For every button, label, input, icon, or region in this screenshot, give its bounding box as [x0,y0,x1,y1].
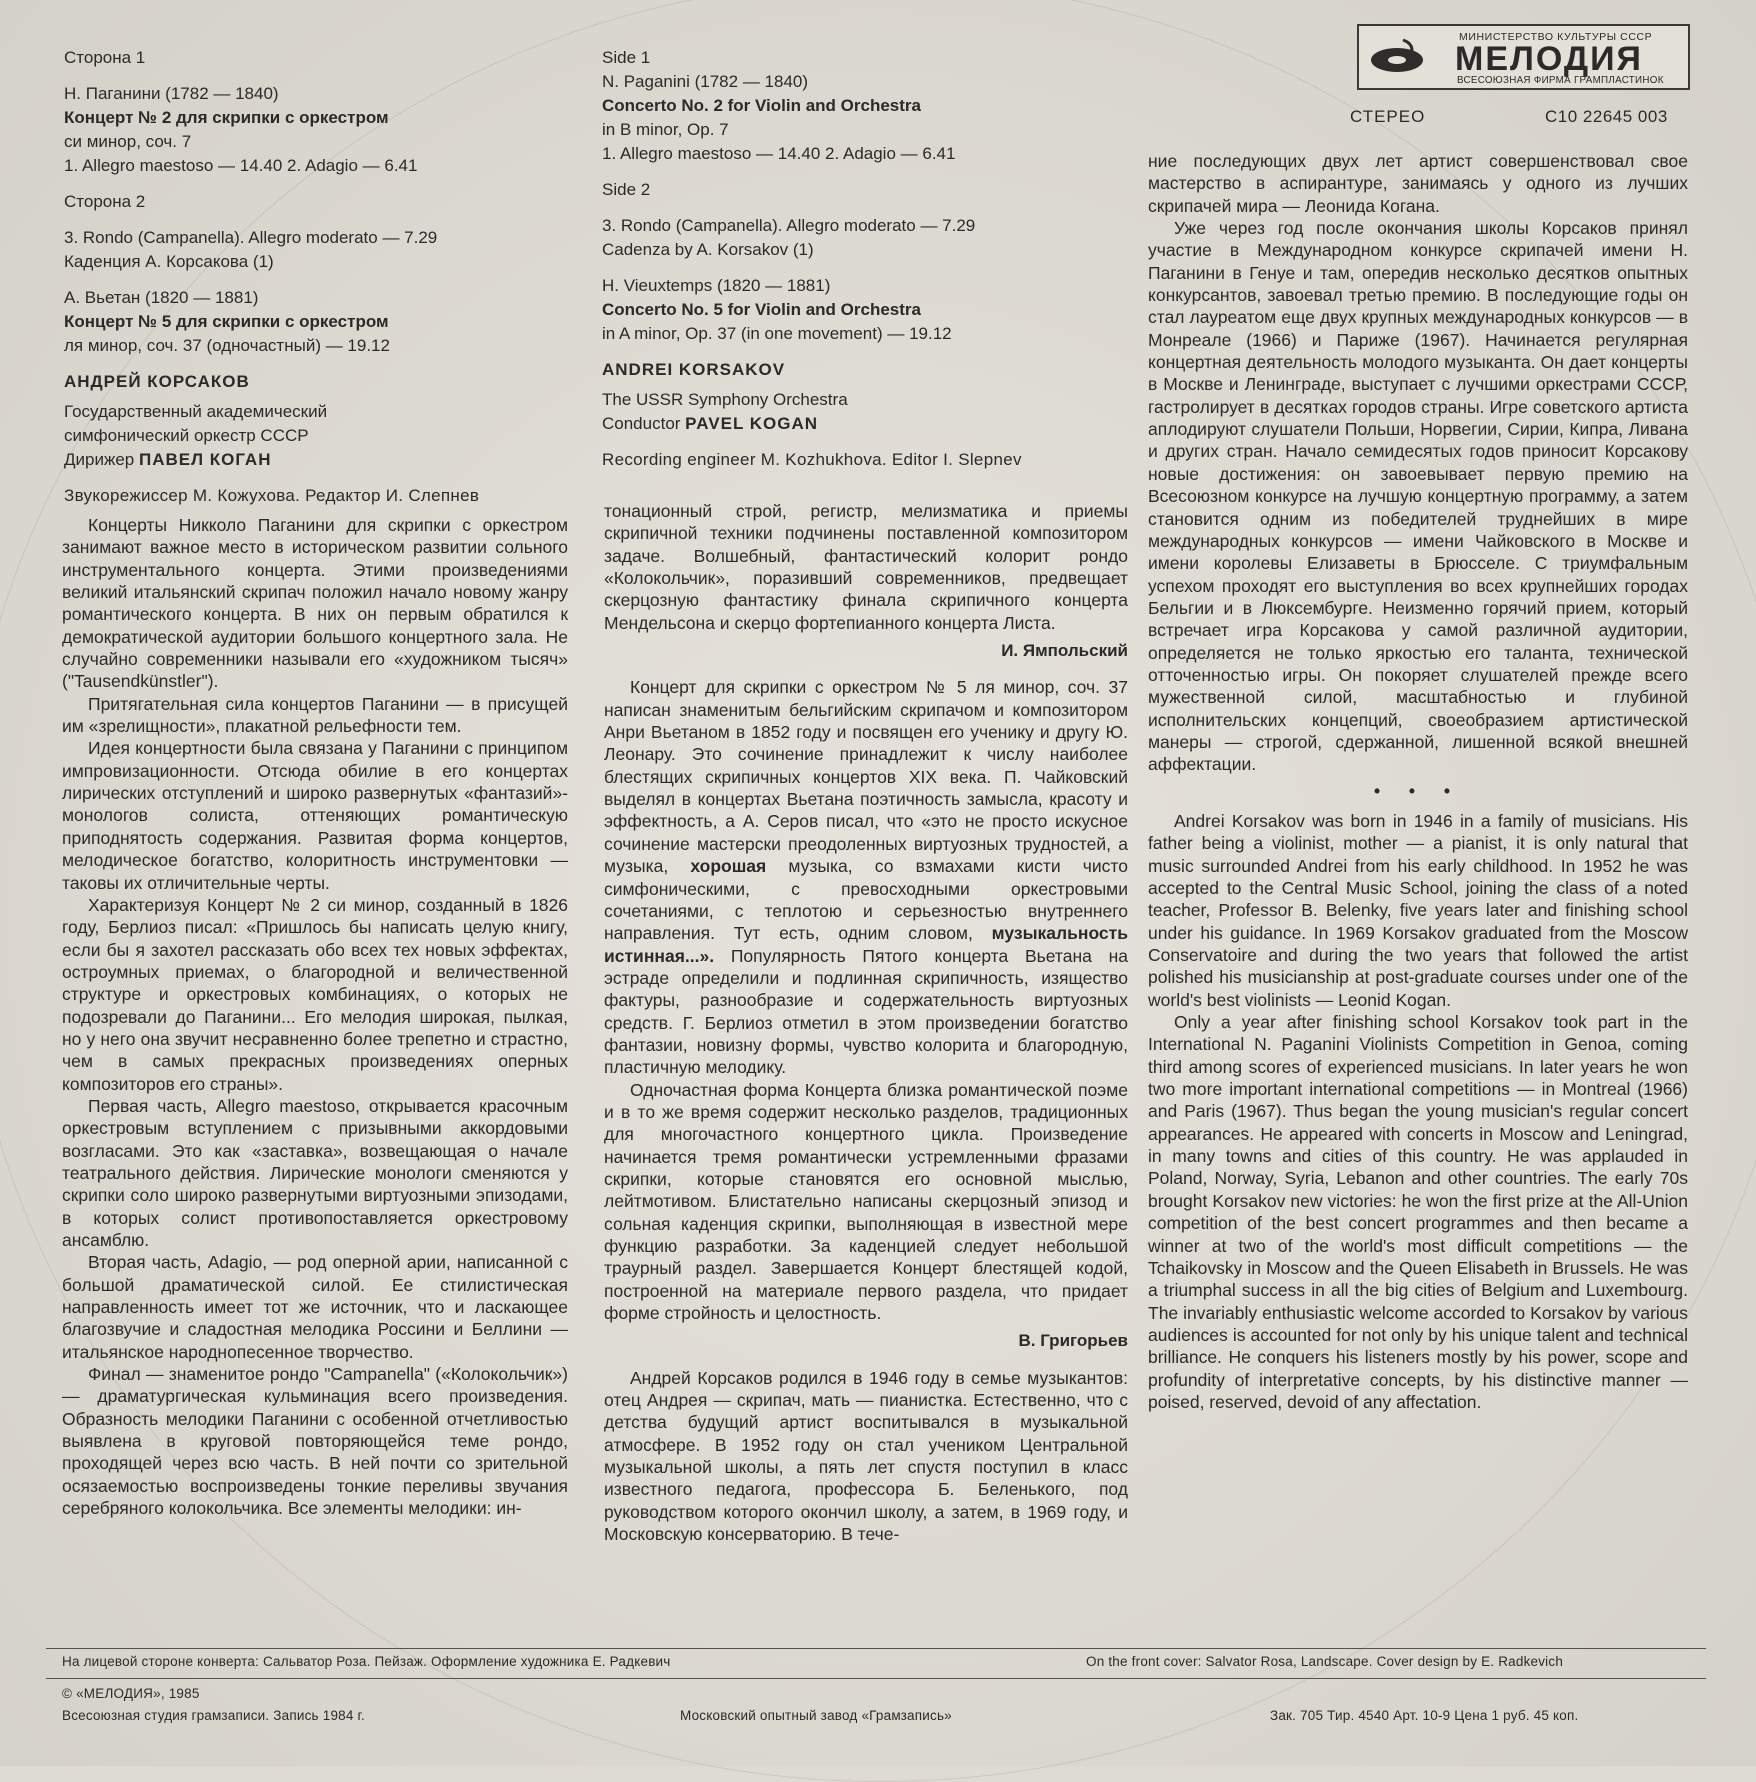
ru-cadenza: Каденция А. Корсакова (1) [64,252,274,271]
ru-rondo: 3. Rondo (Campanella). Allegro moderato — 7.29 [64,228,438,247]
col2-text: Популярность Пятого концерта Вьетана на эстраде определили и подлинная скрипичность, изящество фактуры, разнообразие и содержательность виртуозных средств. Г. Берлиоз отметил в этом произведении богатство фантазии, новизну формы, чувство колорита и благородную, пластичную мелодику. [604,945,1128,1078]
liner-notes-column-1 [62,514,568,1519]
ru-vieuxtemps-key: ля минор, соч. 37 (одночастный) — 19.12 [64,336,390,355]
col2-paragraph: Андрей Корсаков родился в 1946 году в семье музыкантов: отец Андрея — скрипач, мать — пианистка. Естественно, что с детства будущий артист воспитывался в музыкальной атмосфере. В 1952 году он стал учеником Центральной музыкальной школы, а пять лет спустя поступил в класс известного педагога, профессора Б. Беленького, под руководством которого окончил школу, а затем, в 1969 году, и Московскую консерваторию. В тече- [604,1367,1128,1545]
en-conductor-label: Conductor [602,414,681,433]
ru-side2: Сторона 2 [64,192,146,211]
stereo-label: СТЕРЕО [1350,107,1426,126]
author-yampolsky: И. Ямпольский [1001,641,1128,661]
logo-firm: ВСЕСОЮЗНАЯ ФИРМА ГРАМПЛАСТИНОК [1457,75,1664,86]
footer-rule-bottom [46,1678,1706,1679]
en-vieuxtemps-title: Concerto No. 5 for Violin and Orchestra [602,300,921,319]
ru-conductor: ПАВЕЛ КОГАН [138,450,272,469]
col1-paragraph: Первая часть, Allegro maestoso, открывается красочным оркестровым вступлением с призывными аккордовыми возгласами. Это как «заставка», возвещающая о начале театрального действия. Лирические монологи сменяются у скрипки соло широко развернутыми виртуозными эпизодами, в которых солист противопоставляется оркестровому ансамблю. [62,1095,568,1250]
col3-paragraph: ние последующих двух лет артист совершенствовал свое мастерство в аспирантуре, занимаясь у одного из лучших скрипачей мира — Леонида Когана. [1148,151,1688,216]
en-paganini-title: Concerto No. 2 for Violin and Orchestra [602,96,921,115]
footer-studio: Всесоюзная студия грамзаписи. Запись 1984 г. [62,1708,365,1723]
col1-paragraph: Вторая часть, Adagio, — род оперной арии, написанной с большой драматической силой. Ее стилистическая направленность имеет тот же источник, что и ласкающее благозвучие и сладостная мелодика Россини и Беллини — итальянское народнопесенное творчество. [62,1252,568,1362]
en-credits: Recording engineer M. Kozhukhova. Editor I. Slepnev [602,450,1022,469]
col2-quote-bold: хорошая [690,856,767,877]
ru-conductor-label: Дирижер [64,450,135,469]
col3-paragraph: Уже через год после окончания школы Корсаков принял участие в Международном конкурсе скрипачей имени Н. Паганини в Генуе и там, опередив несколько десятков опытных конкурсантов, завоевал третью премию. В последующие годы он стал лауреатом еще двух крупных международных конкурсов — в Монреале (1966) и Париже (1967). Начинается регулярная концертная деятельность молодого музыканта. Он дает концерты в Москве и Ленинграде, выступает с лучшими оркестрами СССР, гастролирует в десятках городов страны. Игре советского артиста аплодируют слушатели Польши, Норвегии, Сирии, Кипра, Ливана и других стран. Начало семидесятых годов приносит Корсакову новые достижения: он завоевывает первую премию на Всесоюзном конкурсе на лучшую концертную программу, а затем становится одним из победителей труднейших в мире международных конкурсов — имени Чайковского в Москве и имени королевы Елизаветы в Брюсселе. С триумфальным успехом проходят его выступления во всех крупнейших городах Бельгии и в Люксембурге. Неизменно горячий прием, который встречает игра Корсакова у самой различной аудитории, определяется не только яркостью его таланта, технической отточенностью игры. Он покоряет слушателей прежде всего мужественной силой, масштабностью и глубиной исполнительских концепций, своеобразием артистической манеры — строгой, сдержанной, лишенной всякой внешней аффектации. [1148,218,1688,775]
col3-english-paragraph: Only a year after finishing school Korsakov took part in the International N. Paganini Violinists Competition in Genoa, coming third among scores of experienced musicians. In later years he won two more important international competitions — in Montreal (1966) and Paris (1967). Thus began the young musician's regular concert appearances. He appeared with concerts in Moscow and Leningrad, in many towns and cities of this country. He was applauded in Poland, Norway, Syria, Lebanon and other countries. The early 70s brought Korsakov new victories: he won the first prize at the All-Union competition of the best concert programmes and then became a winner at two of the world's most difficult competitions — the Tchaikovsky in Moscow and the Queen Elisabeth in Brussels. He was a triumphal success in all the big cities of Belgium and Luxembourg. The invariably enthusiastic welcome accorded to Korsakov by various audiences is accounted for not only by his unique talent and technical brilliance. He conquers his listeners mostly by his power, scope and profundity of interpretative concepts, by his distinctive manner — poised, reserved, devoid of any affectation. [1148,1012,1688,1412]
col3-english-paragraph: Andrei Korsakov was born in 1946 in a family of musicians. His father being a violinist, mother — a pianist, it is only natural that music surrounded Andrei from his early childhood. In 1952 he was accepted to the Central Music School, joining the class of a noted teacher, Professor B. Belenky, five years later and finishing school under his guidance. In 1969 Korsakov graduated from the Moscow Conservatoire and during the two years that followed the artist polished his musicianship at post-graduate courses under one of the world's best violinists — Leonid Kogan. [1148,810,1688,1010]
col2-quote-bold: музыкальность истинная...». [604,923,1128,966]
en-paganini: N. Paganini (1782 — 1840) [602,72,809,91]
logo-brand: МЕЛОДИЯ [1455,40,1643,78]
ru-orchestra-2: симфонический оркестр СССР [64,426,309,445]
ru-paganini-key: си минор, соч. 7 [64,132,192,151]
footer-order: Зак. 705 Тир. 4540 Арт. 10-9 Цена 1 руб. 45 коп. [1270,1708,1579,1723]
author-grigoriev: В. Григорьев [1018,1331,1128,1351]
section-divider: • • • [1373,780,1463,801]
en-orchestra: The USSR Symphony Orchestra [602,390,848,409]
col2-paragraph: тонационный строй, регистр, мелизматика и приемы скрипичной техники подчинены поставленной композитором задаче. Волшебный, фантастический колорит рондо «Колокольчик», поразивший современников, предвещает скерцозную фантастику финала скрипичного концерта Мендельсона и скерцо фортепианного концерта Листа. [604,501,1128,633]
en-side1: Side 1 [602,48,651,67]
footer-plant: Московский опытный завод «Грамзапись» [680,1708,952,1723]
ru-paganini-parts: 1. Allegro maestoso — 14.40 2. Adagio — 6.41 [64,156,418,175]
footer-rule-top [46,1648,1706,1649]
en-vieuxtemps: H. Vieuxtemps (1820 — 1881) [602,276,831,295]
ru-soloist: АНДРЕЙ КОРСАКОВ [64,372,250,391]
en-rondo: 3. Rondo (Campanella). Allegro moderato — 7.29 [602,216,976,235]
en-paganini-parts: 1. Allegro maestoso — 14.40 2. Adagio — 6.41 [602,144,956,163]
footer-cover-ru: На лицевой стороне конверта: Сальватор Роза. Пейзаж. Оформление художника Е. Радкевич [62,1654,671,1669]
col1-paragraph: Идея концертности была связана у Паганини с принципом импровизационности. Отсюда обилие в его концертах лирических отступлений и широко развернутых «фантазий»-монологов солиста, оттеняющих романтическую приподнятость содержания. Развитая форма концертов, мелодическое богатство, колоритность инструментовки — таковы их отличительные черты. [62,738,568,893]
col1-paragraph: Притягательная сила концертов Паганини — в присущей им «зрелищности», плакатной рельефности тем. [62,693,568,737]
ru-paganini: Н. Паганини (1782 — 1840) [64,84,279,103]
ru-vieuxtemps-title: Концерт № 5 для скрипки с оркестром [64,312,389,331]
col1-paragraph: Финал — знаменитое рондо "Campanella" («Колокольчик») — драматургическая кульминация всего произведения. Образность мелодики Паганини с особенной отчетливостью выявлена в круговой повторяющейся теме рондо, проходящей через всю часть. В ней почти со зрительной осязаемостью воспроизведены тонкие переливы звучания серебряного колокольчика. Все элементы мелодики: ин- [62,1364,568,1519]
catalog-number: С10 22645 003 [1545,107,1668,126]
col2-paragraph: Одночастная форма Концерта близка романтической поэме и в то же время содержит несколько разделов, традиционных для многочастного концертного цикла. Произведение начинается тремя романтически устремленными фразами скрипки, которые становятся его основной мыслью, лейтмотивом. Блистательно написаны скерцозный эпизод и сольная каденция скрипки, выполняющая в известной мере функцию разработки. За каденцией следует небольшой траурный раздел. Завершается Концерт блестящей кодой, построенной на материале первого раздела, что придает форме стройность и целостность. [604,1079,1128,1324]
ru-vieuxtemps: А. Вьетан (1820 — 1881) [64,288,259,307]
ru-orchestra-1: Государственный академический [64,402,328,421]
ru-credits: Звукорежиссер М. Кожухова. Редактор И. Слепнев [64,486,480,505]
en-cadenza: Cadenza by A. Korsakov (1) [602,240,814,259]
footer-cover-en: On the front cover: Salvator Rosa, Landscape. Cover design by E. Radkevich [1086,1654,1564,1669]
liner-notes-column-2 [604,500,1128,1545]
en-soloist: ANDREI KORSAKOV [602,360,786,379]
col2-paragraph [604,676,1128,1078]
col2-text: Концерт для скрипки с оркестром № 5 ля минор, соч. 37 написан знаменитым бельгийским скрипачом и композитором Анри Вьетаном в 1852 году и посвящен его ученику и другу Ю. Леонару. Это сочинение принадлежит к числу наиболее блестящих скрипичных концертов XIX века. П. Чайковский выделял в концертах Вьетана поэтичность замысла, красоту и эффектность, а А. Серов писал, что «это не просто искусное сочинение мастерски преодоленных виртуозных трудностей, а музыка, [604,677,1128,877]
logo-ministry: МИНИСТЕРСТВО КУЛЬТУРЫ СССР [1459,31,1653,43]
melodiya-logo [1357,24,1690,90]
ru-side1: Сторона 1 [64,48,146,67]
en-side2: Side 2 [602,180,651,199]
liner-notes-column-3 [1148,150,1688,1413]
col2-text: музыка, со взмахами кисти чисто симфоническими, с превосходными оркестровыми сочетаниями, с теплотою и серьезностью внутреннего направления. Тут есть, одним словом, [604,856,1128,944]
col1-paragraph: Характеризуя Концерт № 2 си минор, созданный в 1826 году, Берлиоз писал: «Пришлось бы написать целую книгу, если бы я захотел рассказать обо всех тех новых эффектах, остроумных приемах, о благородной и величественной структуре и оркестровых комбинациях, о которых не подозревали до Паганини... Его мелодия широкая, пылкая, но у него она звучит несравненно более трепетно и страстно, чем в самых прекрасных произведениях оперных композиторов его страны». [62,894,568,1094]
en-conductor: PAVEL KOGAN [685,414,819,433]
ru-paganini-title: Концерт № 2 для скрипки с оркестром [64,108,389,127]
russian-tracklist [64,46,594,508]
english-tracklist [602,46,1162,472]
en-paganini-key: in B minor, Op. 7 [602,120,729,139]
col1-paragraph: Концерты Никколо Паганини для скрипки с оркестром занимают важное место в историческом развитии сольного инструментального концерта. Этими произведениями великий итальянский скрипач положил начало новому жанру романтического концерта. В них он первым обратился к демократической аудитории большого концертного зала. Не случайно современники называли его «художником тысяч» ("Tausendkünstler"). [62,515,568,692]
en-vieuxtemps-key: in A minor, Op. 37 (in one movement) — 19.12 [602,324,952,343]
melodiya-disc-icon [1365,34,1433,82]
footer-copyright: © «МЕЛОДИЯ», 1985 [62,1686,200,1701]
